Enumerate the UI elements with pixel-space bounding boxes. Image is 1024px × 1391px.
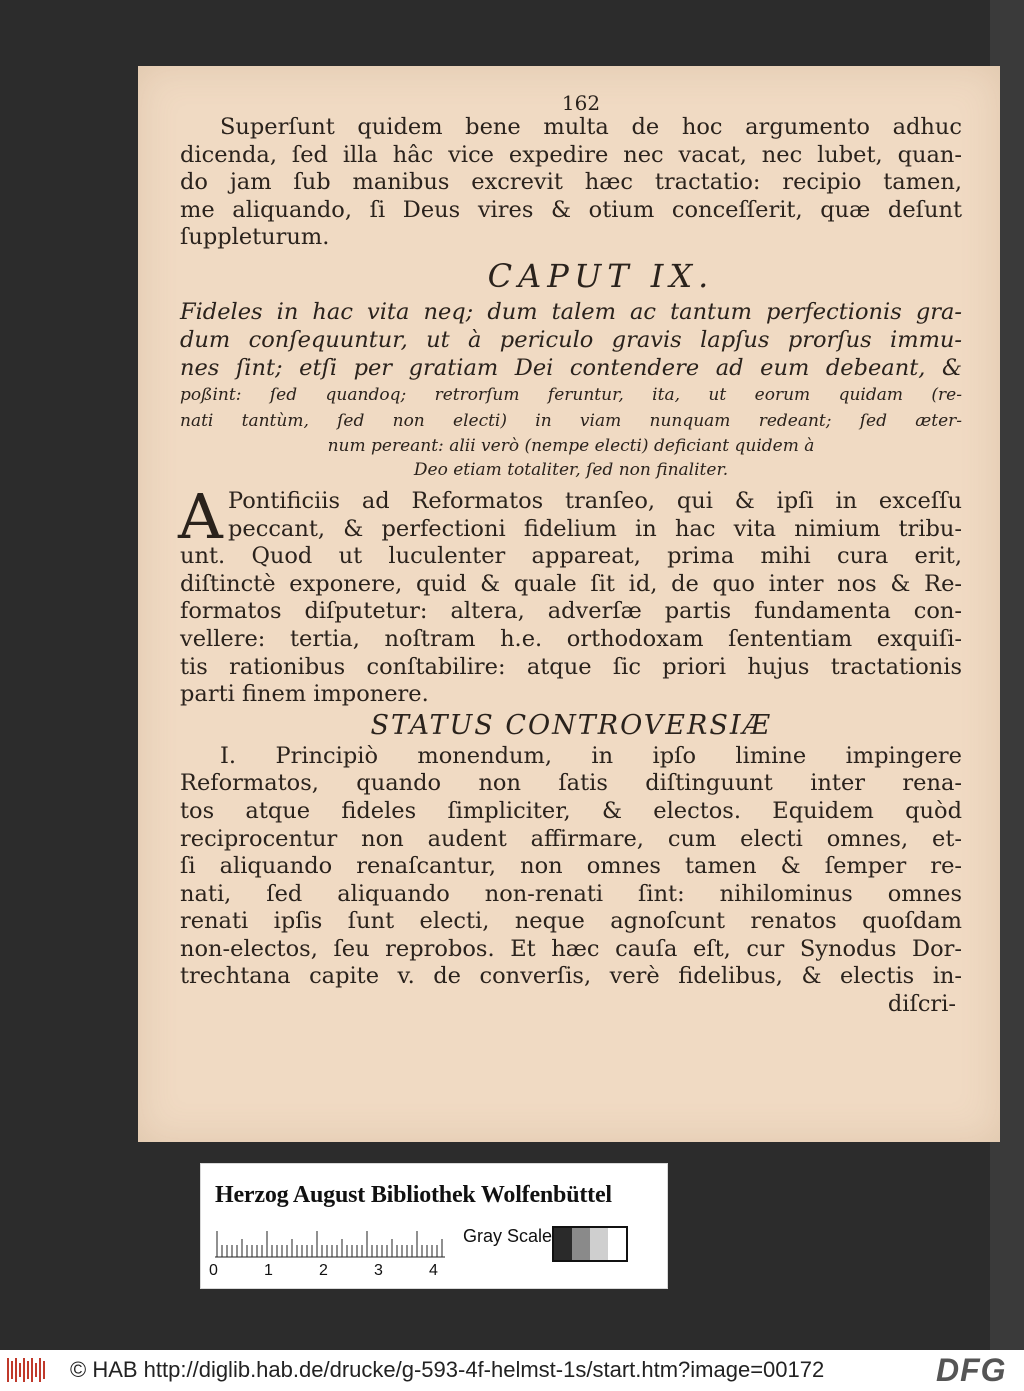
text-line: unt. Quod ut luculenter appareat, prima mihi cura erit, [180, 543, 962, 570]
section-heading: STATUS CONTROVERSIÆ [370, 709, 772, 741]
text-line: parti finem imponere. [180, 681, 429, 708]
text-line: Pontificiis ad Reformatos tranſeo, qui & ipſi in exceſſu [228, 487, 962, 514]
page-number: 162 [561, 91, 601, 115]
ruler-number: 2 [319, 1262, 328, 1279]
text-line: me aliquando, ſi Deus vires & otium conceſſerit, quæ deſunt [180, 196, 962, 223]
summary-line: dum conſequuntur, ut à periculo gravis lapſus prorſus immu- [180, 326, 962, 353]
text-line: tos atque fideles ſimpliciter, & electos. Equidem quòd [180, 797, 962, 824]
gray-swatch [608, 1228, 626, 1260]
paragraph-1 [180, 114, 962, 252]
ruler-number: 4 [429, 1262, 438, 1279]
catchword: diſcri- [887, 991, 956, 1018]
summary-line: nati tantùm, ſed non electi) in viam nunquam redeant; ſed æter- [180, 410, 962, 431]
gray-swatch [590, 1228, 608, 1260]
text-line: non-electos, ſeu reprobos. Et hæc cauſa eſt, cur Synodus Dor- [180, 935, 962, 962]
gray-scale-label: Gray Scale [463, 1226, 553, 1246]
text-line: tis rationibus conſtabilire: atque ſic priori hujus tractationis [180, 653, 962, 680]
paragraph-3 [180, 743, 962, 991]
gray-swatch [572, 1228, 590, 1260]
ruler-number: 0 [209, 1262, 218, 1279]
text-line: trechtana capite v. de converſis, verè fidelibus, & electis in- [180, 963, 962, 990]
page-text [180, 92, 962, 1018]
gray-swatch [554, 1228, 572, 1260]
text-line: reciprocentur non audent affirmare, cum electi omnes, et- [180, 825, 962, 852]
text-line: ſuppleturum. [180, 224, 330, 251]
footer-bar [0, 1350, 1024, 1391]
library-name: Herzog August Bibliothek Wolfenbüttel [215, 1182, 612, 1208]
chapter-heading: CAPUT IX. [487, 256, 715, 295]
ruler-scale [215, 1228, 445, 1258]
text-line: ſi aliquando renaſcantur, non omnes tamen & ſemper re- [180, 853, 962, 880]
text-line: peccant, & perfectioni fidelium in hac vita nimium tribu- [228, 515, 962, 542]
text-line: formatos diſputetur: altera, adverſæ partis fundamenta con- [180, 598, 962, 625]
library-color-card [200, 1163, 668, 1289]
summary-line: nes ſint; etſi per gratiam Dei contendere ad eum debeant, & [180, 354, 962, 381]
text-line: I. Principiò monendum, in ipſo limine impingere [220, 742, 962, 769]
summary-line: poßint: ſed quandoq; retrorſum feruntur, ita, ut eorum quidam (re- [180, 384, 962, 405]
paragraph-2 [178, 479, 962, 709]
text-line: Reformatos, quando non ſatis diſtinguunt inter rena- [180, 770, 962, 797]
ruler-number: 1 [264, 1262, 273, 1279]
summary-line: num pereant: alii verò (nempe electi) deficiant quidem à [327, 435, 815, 456]
text-line: vellere: tertia, noſtram h.e. orthodoxam ſententiam exquiſi- [180, 625, 962, 652]
chapter-summary [180, 298, 962, 482]
gray-scale-swatches [552, 1226, 628, 1262]
text-line: nati, ſed aliquando non-renati ſint: nihilominus omnes [180, 880, 962, 907]
text-line: renati ipſis ſunt electi, neque agnoſcunt renatos quoſdam [180, 908, 962, 935]
text-line: dicenda, ſed illa hâc vice expedire nec vacat, nec lubet, quan- [180, 141, 962, 168]
ruler-number: 3 [374, 1262, 383, 1279]
dfg-logo: DFG [936, 1352, 1007, 1388]
summary-line: Fideles in hac vita neq; dum talem ac tantum perfectionis gra- [180, 298, 962, 325]
text-line: Superſunt quidem bene multa de hoc argumento adhuc [220, 114, 962, 140]
text-line: diſtinctè exponere, quid & quale ſit id, de quo inter nos & Re- [180, 570, 962, 597]
drop-cap: A [178, 479, 223, 553]
text-line: do jam ſub manibus excrevit hæc tractatio: recipio tamen, [180, 169, 962, 196]
copyright-url[interactable]: © HAB http://diglib.hab.de/drucke/g-593-4f-helmst-1s/start.htm?image=00172 [70, 1357, 825, 1382]
barcode-logo-icon [6, 1355, 46, 1385]
summary-line: Deo etiam totaliter, ſed non finaliter. [413, 459, 729, 480]
